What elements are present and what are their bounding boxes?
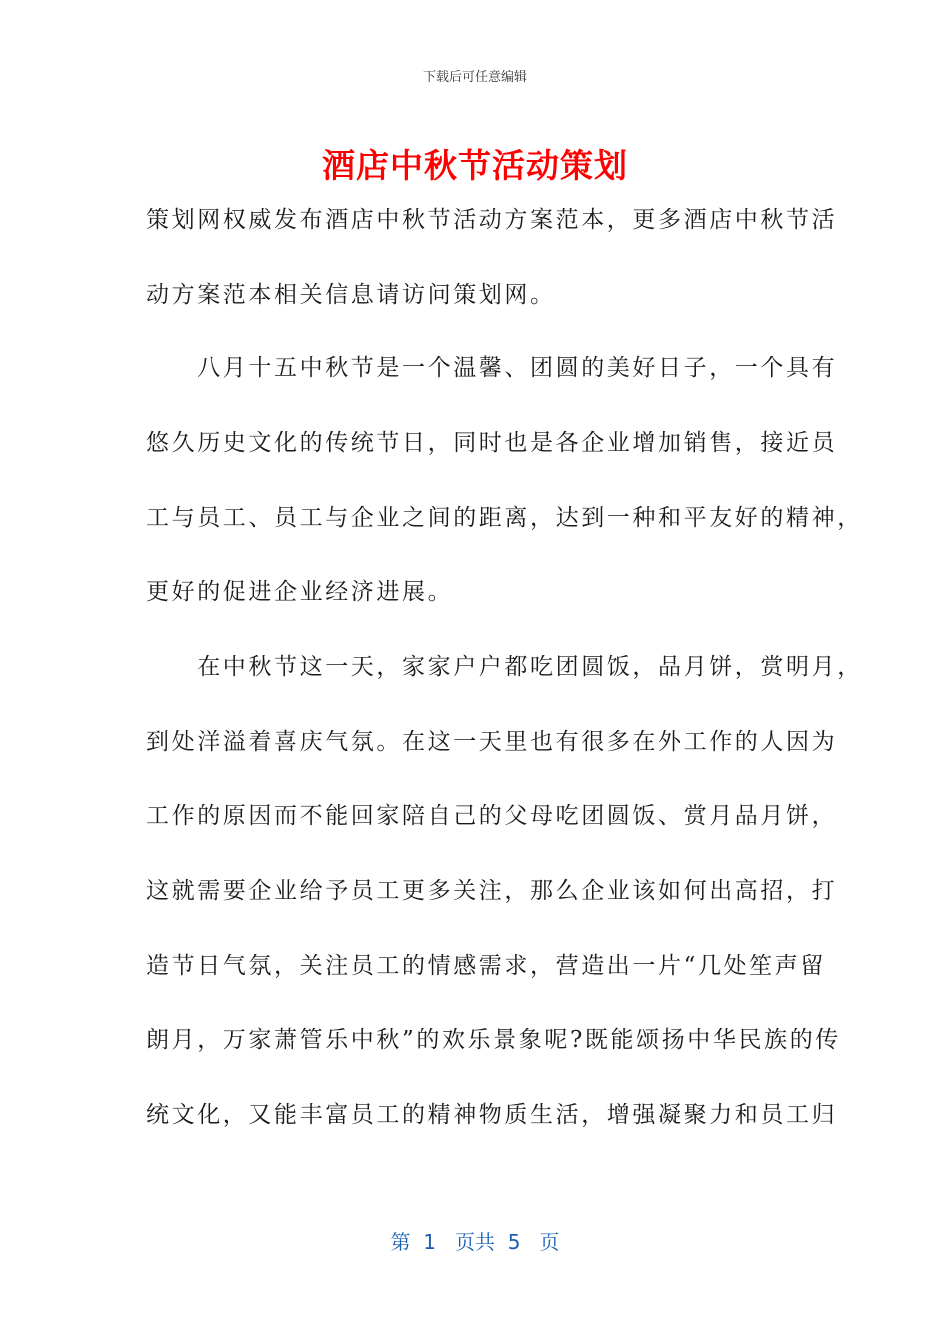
document-title: 酒店中秋节活动策划 — [322, 146, 628, 185]
page-number-footer: 第 1 页共 5 页 — [390, 1230, 560, 1254]
body-line: 这就需要企业给予员工更多关注，那么企业该如何出高招，打 — [146, 878, 838, 904]
body-line: 悠久历史文化的传统节日，同时也是各企业增加销售，接近员 — [146, 430, 838, 456]
body-line: 八月十五中秋节是一个温馨、团圆的美好日子，一个具有 — [146, 355, 838, 381]
body-line: 到处洋溢着喜庆气氛。在这一天里也有很多在外工作的人因为 — [146, 729, 838, 755]
body-line: 动方案范本相关信息请访问策划网。 — [146, 282, 556, 308]
body-line: 在中秋节这一天，家家户户都吃团圆饭，品月饼，赏明月， — [146, 654, 863, 680]
body-line: 朗月，万家萧管乐中秋”的欢乐景象呢?既能颂扬中华民族的传 — [146, 1027, 841, 1053]
body-line: 工作的原因而不能回家陪自己的父母吃团圆饭、赏月品月饼， — [146, 803, 838, 829]
body-line: 工与员工、员工与企业之间的距离，达到一种和平友好的精神， — [146, 505, 863, 531]
header-note: 下载后可任意编辑 — [422, 70, 527, 85]
body-line: 更好的促进企业经济进展。 — [146, 579, 454, 605]
body-line: 统文化，又能丰富员工的精神物质生活，增强凝聚力和员工归 — [146, 1102, 838, 1128]
body-line: 造节日气氛，关注员工的情感需求，营造出一片“几处笙声留 — [146, 953, 826, 979]
body-line: 策划网权威发布酒店中秋节活动方案范本，更多酒店中秋节活 — [146, 207, 838, 233]
